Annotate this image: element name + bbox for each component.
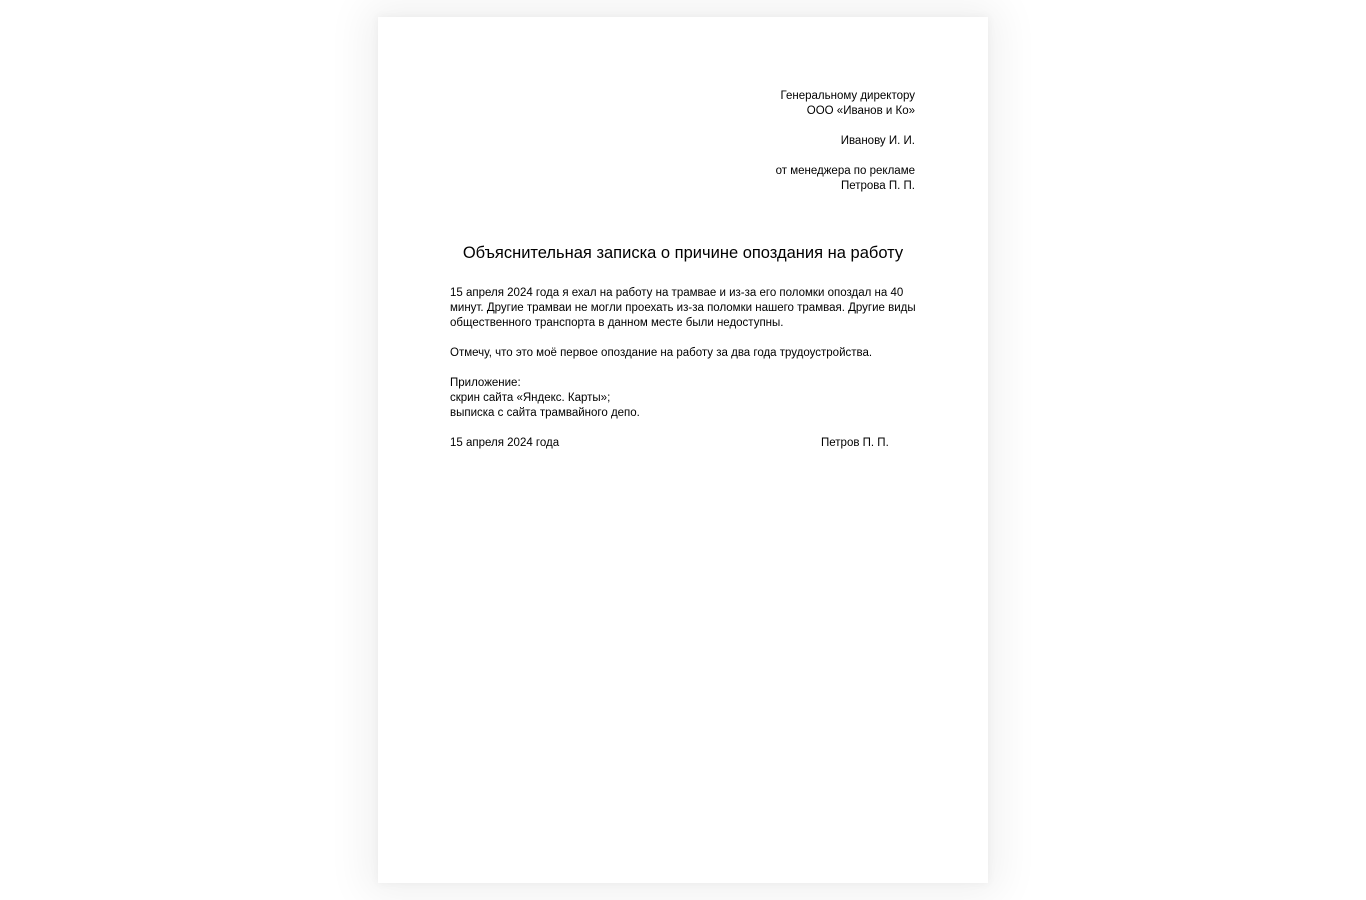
addressee-company: ООО «Иванов и Ко» [806, 105, 915, 117]
signature-date: 15 апреля 2024 года [450, 437, 560, 449]
attachment-item: выписка с сайта трамвайного депо. [450, 407, 640, 419]
paragraph-1-line-1: 15 апреля 2024 года я ехал на работу на трамвае и из-за его поломки опоздал на 40 [450, 287, 904, 299]
addressee-name: Иванову И. И. [840, 135, 915, 147]
paragraph-1-line-2: минут. Другие трамваи не могли проехать из-за поломки нашего трамвая. Другие виды [450, 302, 916, 314]
paragraph-1-line-3: общественного транспорта в данном месте были недоступны. [450, 317, 784, 329]
addressee-block [776, 89, 915, 194]
signature-row [450, 436, 920, 451]
attachments-heading: Приложение: [450, 377, 521, 389]
document-page [378, 17, 988, 883]
document-title: Объяснительная записка о причине опоздания на работу [462, 244, 904, 262]
sender-position: от менеджера по рекламе [775, 165, 915, 177]
sender-name: Петрова П. П. [840, 180, 915, 192]
document-body [450, 286, 920, 451]
attachment-item: скрин сайта «Яндекс. Карты»; [450, 392, 611, 404]
addressee-position: Генеральному директору [780, 90, 915, 102]
paragraph-2: Отмечу, что это моё первое опоздание на работу за два года трудоустройства. [450, 347, 873, 359]
signature-name: Петров П. П. [821, 437, 889, 449]
